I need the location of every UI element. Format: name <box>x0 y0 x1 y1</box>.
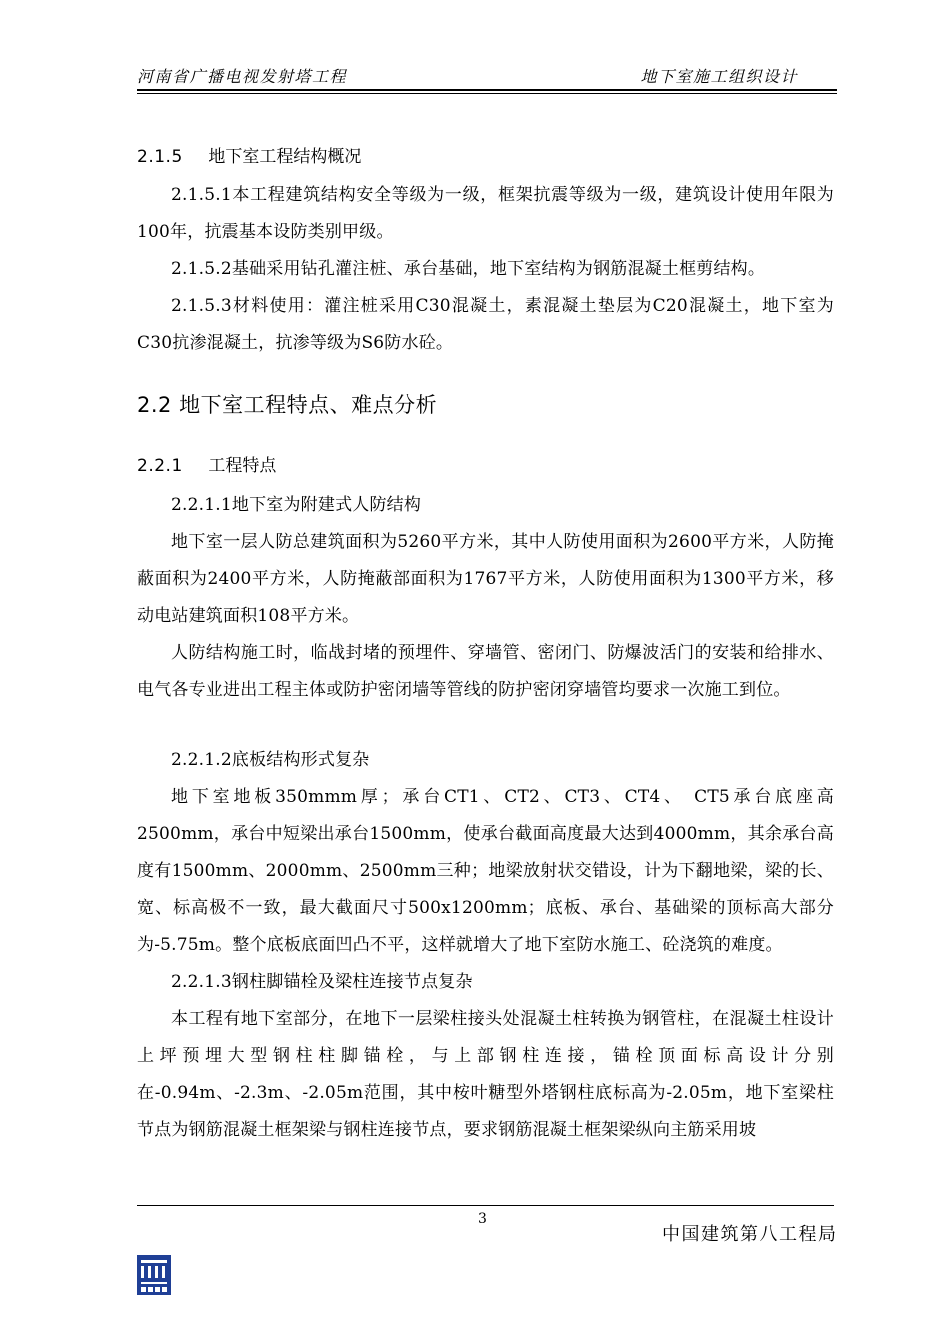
subsection-title: 地下室工程结构概况 <box>208 147 362 167</box>
logo-letter-block <box>155 1287 160 1292</box>
logo-stripe <box>141 1266 144 1278</box>
page-number: 3 <box>478 1211 487 1227</box>
logo-stripe <box>162 1266 165 1278</box>
paragraph-2-1-5-1: 2.1.5.1本工程建筑结构安全等级为一级，框架抗震等级为一级，建筑设计使用年限为100年，抗震基本设防类别甲级。 <box>137 185 834 242</box>
paragraph-2-1-5-2: 2.1.5.2基础采用钻孔灌注桩、承台基础，地下室结构为钢筋混凝土框剪结构。 <box>171 259 766 279</box>
footer-company-name: 中国建筑第八工程局 <box>662 1224 838 1245</box>
paragraph-base-slab-structure: 地下室地板350mmm厚；承台CT1、CT2、CT3、CT4、 CT5承台底座高2500mm，承台中短梁出承台1500mm，使承台截面高度最大达到4000mm，其余承台高度有1500mm、2000mm、2500mm三种；地梁放射状交错设，计为下翻地梁，梁的长、宽、标高极不一致，最大截面尺寸500x1200mm；底板、承台、基础梁的顶标高大部分为-5.75m。整个底板底面凹凸不平，这样就增大了地下室防水施工、砼浇筑的难度。 <box>137 787 834 955</box>
footer-rule <box>137 1205 834 1206</box>
cscec-logo-icon <box>137 1255 171 1295</box>
subsection-title: 工程特点 <box>208 456 277 476</box>
header-project-title: 河南省广播电视发射塔工程 <box>137 67 348 86</box>
item-heading-2-2-1-2: 2.2.1.2底板结构形式复杂 <box>171 750 370 770</box>
header-document-title: 地下室施工组织设计 <box>640 67 798 86</box>
logo-letter-block <box>148 1287 153 1292</box>
subsection-heading-2-2-1 <box>137 451 276 476</box>
logo-letter-block <box>141 1287 146 1292</box>
header-rule-thick <box>137 89 837 91</box>
paragraph-civil-defense-construction: 人防结构施工时，临战封堵的预埋件、穿墙管、密闭门、防爆波活门的安装和给排水、电气各专业进出工程主体或防护密闭墙等管线的防护密闭穿墙管均要求一次施工到位。 <box>137 643 834 700</box>
header-rule-thin <box>137 93 837 94</box>
logo-stripe <box>141 1282 167 1284</box>
logo-stripe <box>148 1266 151 1278</box>
item-heading-2-2-1-3: 2.2.1.3钢柱脚锚栓及梁柱连接节点复杂 <box>171 972 473 992</box>
subsection-heading-2-1-5 <box>137 142 361 167</box>
subsection-number: 2.1.5 <box>137 147 183 167</box>
paragraph-2-1-5-3: 2.1.5.3材料使用：灌注桩采用C30混凝土，素混凝土垫层为C20混凝土，地下室为C30抗渗混凝土，抗渗等级为S6防水砼。 <box>137 296 834 353</box>
item-heading-2-2-1-1: 2.2.1.1地下室为附建式人防结构 <box>171 495 422 515</box>
logo-letter-block <box>162 1287 167 1292</box>
subsection-number: 2.2.1 <box>137 456 183 476</box>
logo-stripe <box>141 1260 167 1263</box>
section-heading-2-2: 2.2 地下室工程特点、难点分析 <box>137 393 438 417</box>
paragraph-steel-column-anchors: 本工程有地下室部分，在地下一层梁柱接头处混凝土柱转换为钢管柱，在混凝土柱设计上坪预埋大型钢柱柱脚锚栓，与上部钢柱连接，锚栓顶面标高设计分别在-0.94m、-2.3m、-2.05m范围，其中桉叶糖型外塔钢柱底标高为-2.05m，地下室梁柱节点为钢筋混凝土框架梁与钢柱连接节点，要求钢筋混凝土框架梁纵向主筋采用坡 <box>137 1009 834 1140</box>
paragraph-civil-defense-area: 地下室一层人防总建筑面积为5260平方米，其中人防使用面积为2600平方米，人防掩蔽面积为2400平方米，人防掩蔽部面积为1767平方米，人防使用面积为1300平方米，移动电站建筑面积108平方米。 <box>137 532 834 626</box>
logo-stripe <box>155 1266 158 1278</box>
